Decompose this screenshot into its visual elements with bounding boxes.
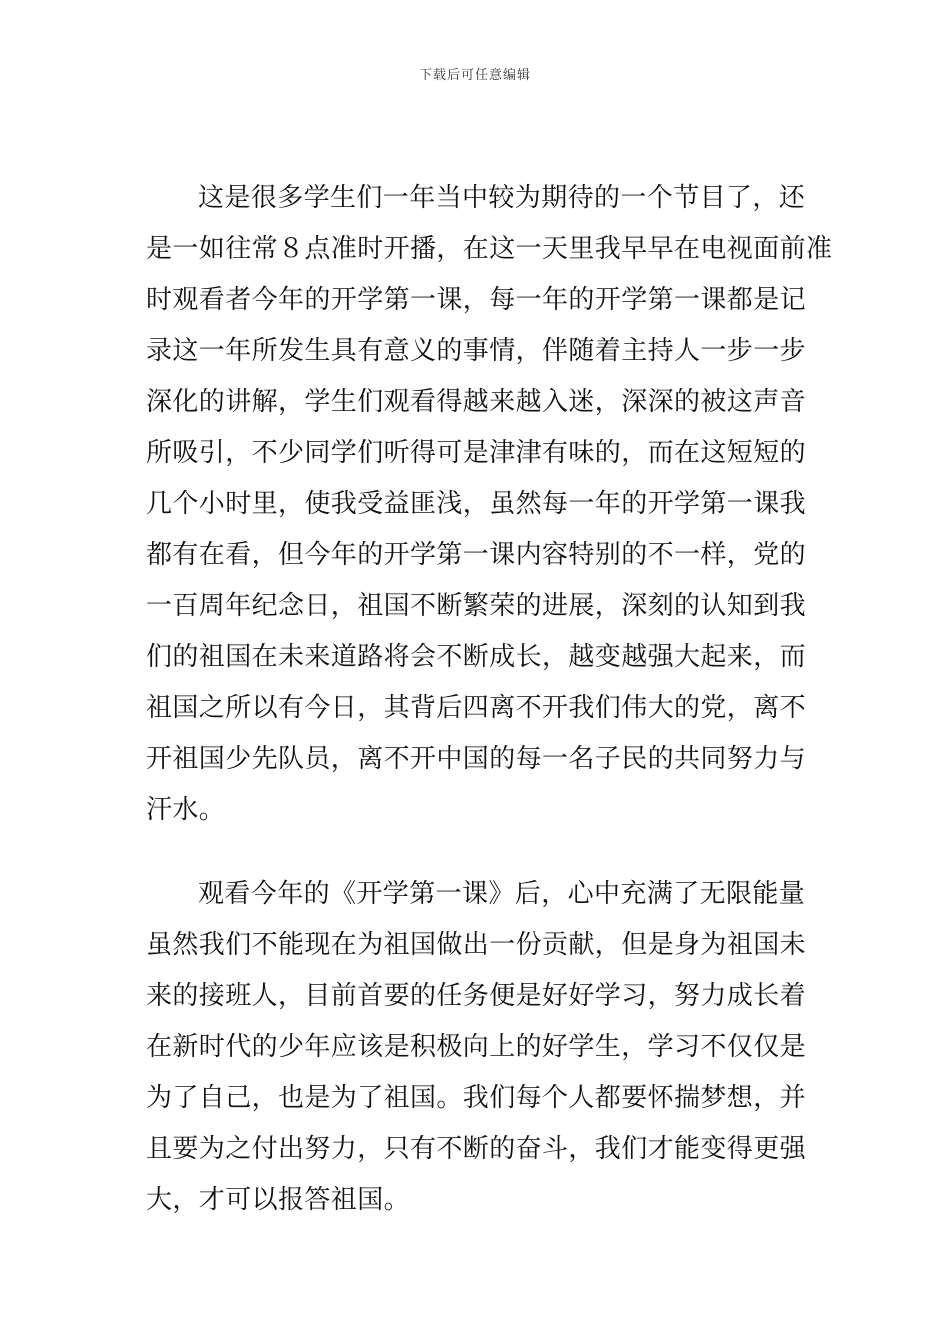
paragraph-line: 来的接班人，目前首要的任务便是好好学习，努力成长着 (146, 981, 807, 1011)
paragraph-line: 深化的讲解，学生们观看得越来越入迷，深深的被这声音 (146, 387, 807, 417)
paragraph-line: 祖国之所以有今日，其背后四离不开我们伟大的党，离不 (146, 693, 807, 723)
paragraph-1 (146, 173, 833, 836)
paragraph-line: 虽然我们不能现在为祖国做出一份贡献，但是身为祖国未 (146, 930, 807, 960)
paragraph-line: 汗水。 (146, 795, 226, 825)
paragraph-line: 所吸引，不少同学们听得可是津津有味的，而在这短短的 (146, 438, 807, 468)
paragraph-line: 们的祖国在未来道路将会不断成长，越变越强大起来，而 (146, 642, 807, 672)
paragraph-line: 为了自己，也是为了祖国。我们每个人都要怀揣梦想，并 (146, 1083, 807, 1113)
paragraph-line: 一百周年纪念日，祖国不断繁荣的进展，深刻的认知到我 (146, 591, 807, 621)
paragraph-line: 且要为之付出努力，只有不断的奋斗，我们才能变得更强 (146, 1134, 807, 1164)
paragraph-line: 开祖国少先队员，离不开中国的每一名子民的共同努力与 (146, 744, 807, 774)
paragraph-line: 都有在看，但今年的开学第一课内容特别的不一样，党的 (146, 540, 807, 570)
paragraph-line: 观看今年的《开学第一课》后，心中充满了无限能量 (198, 879, 806, 909)
paragraph-line: 这是很多学生们一年当中较为期待的一个节目了，还 (198, 183, 806, 213)
paragraph-line: 大，才可以报答祖国。 (146, 1185, 411, 1215)
paragraph-line: 几个小时里，使我受益匪浅，虽然每一年的开学第一课我 (146, 489, 807, 519)
paragraph-2 (146, 869, 806, 1226)
paragraph-line: 时观看者今年的开学第一课，每一年的开学第一课都是记 (146, 285, 807, 315)
paragraph-line: 录这一年所发生具有意义的事情，伴随着主持人一步一步 (146, 336, 807, 366)
paragraph-line: 在新时代的少年应该是积极向上的好学生，学习不仅仅是 (146, 1032, 807, 1062)
paragraph-line: 是一如往常８点准时开播，在这一天里我早早在电视面前准 (146, 234, 833, 264)
page-header: 下载后可任意编辑 (418, 68, 531, 83)
